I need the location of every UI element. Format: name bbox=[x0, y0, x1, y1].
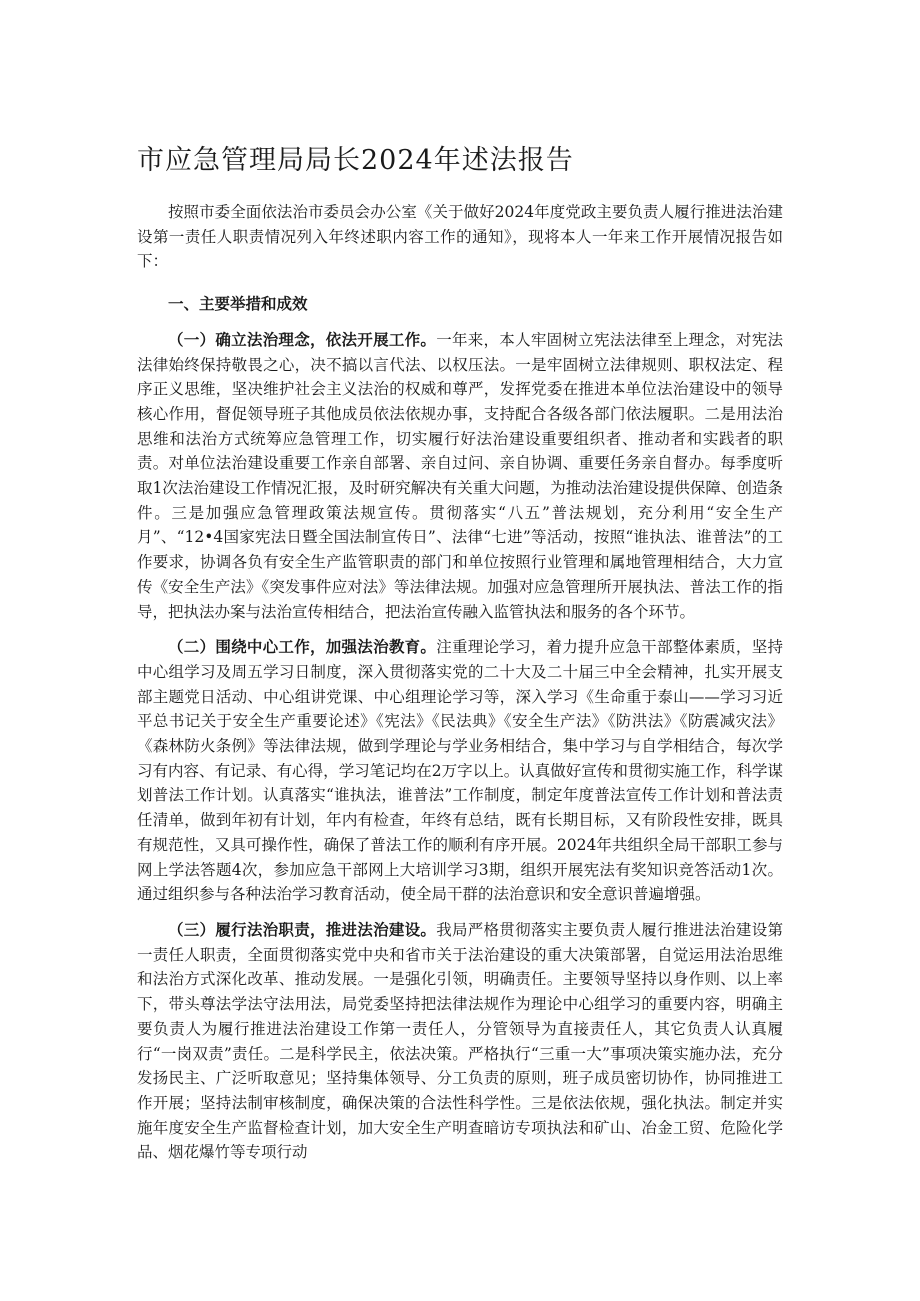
section-heading: 一、主要举措和成效 bbox=[168, 295, 308, 314]
paragraph-2-body: 注重理论学习，着力提升应急干部整体素质，坚持中心组学习及周五学习日制度，深入贯彻落实党的二十大及二十届三中全会精神，扎实开展支部主题党日活动、中心组讲党课、中心组理论学习等，深入学习《生命重于泰山——学习习近平总书记关于安全生产重要论述》《宪法》《民法典》《安全生产法》《防洪法》《防震减灾法》《森林防火条例》等法律法规，做到学理论与学业务相结合，集中学习与自学相结合，每次学习有内容、有记录、有心得，学习笔记均在2万字以上。认真做好宣传和贯彻实施工作，科学谋划普法工作计划。认真落实“谁执法，谁普法”工作制度，制定年度普法宣传工作计划和普法责任清单，做到年初有计划，年内有检查，年终有总结，既有长期目标，又有阶段性安排，既具有规范性，又具可操作性，确保了普法工作的顺利有序开展。2024年共组织全局干部职工参与网上学法答题4次，参加应急干部网上大培训学习3期，组织开展宪法有奖知识竞答活动1次。通过组织参与各种法治学习教育活动，使全局干群的法治意识和安全意识普遍增强。 bbox=[137, 638, 783, 904]
paragraph-3-lead: （三）履行法治职责，推进法治建设。 bbox=[168, 920, 437, 939]
intro-paragraph: 按照市委全面依法治市委员会办公室《关于做好2024年度党政主要负责人履行推进法治建设第一责任人职责情况列入年终述职内容工作的通知》，现将本人一年来工作开展情况报告如下： bbox=[137, 203, 783, 271]
paragraph-1-body: 一年来，本人牢固树立宪法法律至上理念，对宪法法律始终保持敬畏之心，决不搞以言代法、以权压法。一是牢固树立法律规则、职权法定、程序正义思维，坚决维护社会主义法治的权威和尊严，发挥党委在推进本单位法治建设中的领导核心作用，督促领导班子其他成员依法依规办事，支持配合各级各部门依法履职。二是用法治思维和法治方式统筹应急管理工作，切实履行好法治建设重要组织者、推动者和实践者的职责。对单位法治建设重要工作亲自部署、亲自过问、亲自协调、重要任务亲自督办。每季度听取1次法治建设工作情况汇报，及时研究解决有关重大问题，为推动法治建设提供保障、创造条件。三是加强应急管理政策法规宣传。贯彻落实“八五”普法规划，充分利用“安全生产月”、“12•4国家宪法日暨全国法制宣传日”、法律“七进”等活动，按照“谁执法、谁普法”的工作要求，协调各负有安全生产监管职责的部门和单位按照行业管理和属地管理相结合，大力宣传《安全生产法》《突发事件应对法》等法律法规。加强对应急管理所开展执法、普法工作的指导，把执法办案与法治宣传相结合，把法治宣传融入监管执法和服务的各个环节。 bbox=[137, 330, 783, 621]
paragraph-3 bbox=[137, 918, 783, 1165]
document-title: 市应急管理局局长2024年述法报告 bbox=[137, 145, 574, 176]
paragraph-1-lead: （一）确立法治理念，依法开展工作。 bbox=[168, 330, 437, 349]
paragraph-2 bbox=[137, 635, 783, 907]
paragraph-2-lead: （二）围绕中心工作，加强法治教育。 bbox=[168, 638, 437, 657]
paragraph-1 bbox=[137, 328, 783, 624]
paragraph-3-body: 我局严格贯彻落实主要负责人履行推进法治建设第一责任人职责，全面贯彻落实党中央和省市关于法治建设的重大决策部署，自觉运用法治思维和法治方式深化改革、推动发展。一是强化引领，明确责任。主要领导坚持以身作则、以上率下，带头尊法学法守法用法，局党委坚持把法律法规作为理论中心组学习的重要内容，明确主要负责人为履行推进法治建设工作第一责任人，分管领导为直接责任人，其它负责人认真履行“一岗双责”责任。二是科学民主，依法决策。严格执行“三重一大”事项决策实施办法，充分发扬民主、广泛听取意见；坚持集体领导、分工负责的原则，班子成员密切协作，协同推进工作开展；坚持法制审核制度，确保决策的合法性科学性。三是依法依规，强化执法。制定并实施年度安全生产监督检查计划，加大安全生产明查暗访专项执法和矿山、冶金工贸、危险化学品、烟花爆竹等专项行动 bbox=[137, 920, 783, 1162]
